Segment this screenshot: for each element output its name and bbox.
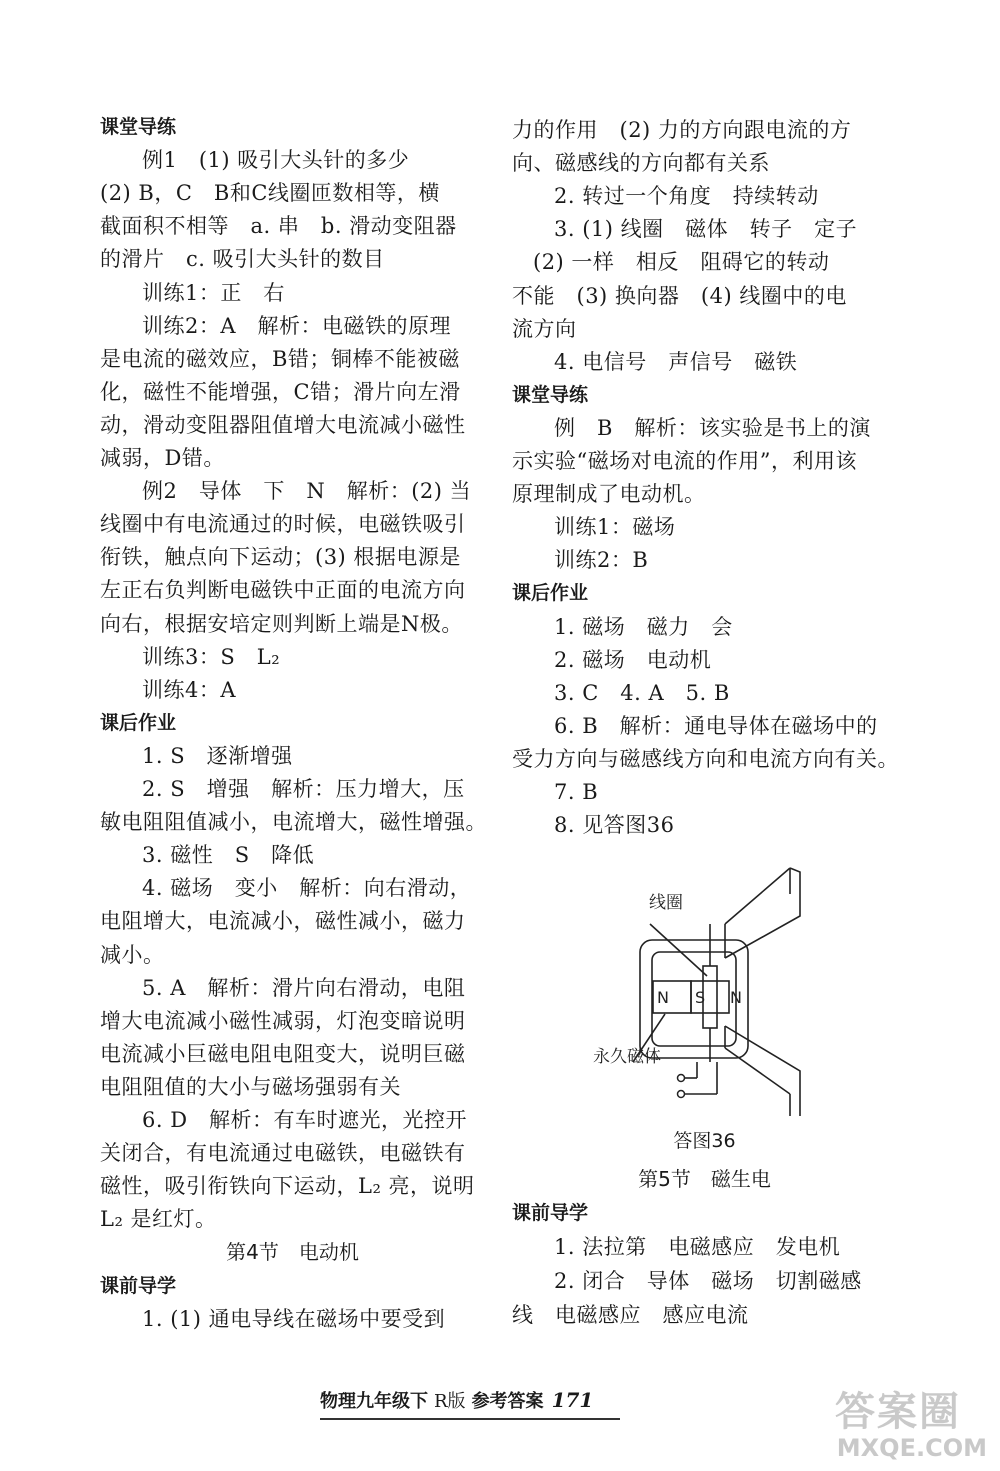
answer-line: L₂ 是红灯。 (100, 1207, 217, 1232)
watermark-url: MXQE.COM (836, 1434, 987, 1462)
watermark-text: 答案圈 (835, 1389, 961, 1435)
answer-line: 训练4：A (142, 677, 237, 702)
answer-line: 衔铁，触点向下运动；(3) 根据电源是 (100, 545, 461, 570)
answer-line: 减小。 (100, 942, 165, 967)
answer-line: 左正右负判断电磁铁中正面的电流方向 (100, 578, 466, 603)
coil-label: 线圈 (649, 893, 683, 913)
answer-line: 示实验“磁场对电流的作用”，利用该 (512, 449, 857, 473)
answer-line: 训练2：B (554, 548, 649, 573)
answer-line: 2. 磁场 电动机 (554, 647, 712, 672)
section-heading: 课堂导练 (512, 383, 589, 406)
answer-line: 1. S 逐渐增强 (142, 743, 293, 768)
answer-line: 2. 闭合 导体 磁场 切割磁感 (554, 1269, 862, 1293)
answer-line: 3. C 4. A 5. B (554, 680, 730, 705)
pole-n-right: N (730, 988, 742, 1007)
answer-line: 线 电磁感应 感应电流 (512, 1303, 749, 1327)
answer-line: 化，磁性不能增强，C错；滑片向左滑 (100, 379, 461, 404)
chapter-title: 第4节 电动机 (226, 1240, 359, 1265)
footer-edition: R版 (434, 1391, 466, 1412)
chapter-title: 第5节 磁生电 (638, 1167, 771, 1191)
terminal-bottom-icon (678, 1091, 685, 1098)
answer-line: 3. (1) 线圈 磁体 转子 定子 (554, 217, 858, 242)
answer-line: 1. 磁场 磁力 会 (554, 614, 733, 639)
footer-subject: 物理九年级下 (320, 1391, 428, 1412)
answer-line: 2. S 增强 解析：压力增大，压 (142, 777, 465, 801)
figure-caption: 答图36 (673, 1130, 736, 1152)
answer-line: 例2 导体 下 N 解析：(2) 当 (142, 479, 472, 504)
answer-line: 减弱，D错。 (100, 446, 225, 470)
answer-line: 7. B (554, 780, 599, 804)
answer-line: 向、磁感线的方向都有关系 (512, 151, 770, 176)
answer-line: 训练2：A 解析：电磁铁的原理 (142, 313, 452, 338)
answer-line: 不能 (3) 换向器 (4) 线圈中的电 (512, 283, 847, 308)
answer-line: 线圈中有电流通过的时候，电磁铁吸引 (100, 512, 466, 537)
footer-title: 参考答案 (471, 1391, 544, 1412)
answer-line: 训练1：磁场 (554, 515, 676, 540)
answer-line: 电阻增大，电流减小，磁性减小，磁力 (100, 909, 466, 934)
section-heading: 课前导学 (100, 1274, 177, 1297)
section-heading: 课前导学 (512, 1202, 589, 1224)
answer-line: 是电流的磁效应，B错；铜棒不能被磁 (100, 346, 460, 371)
answer-line: 增大电流减小磁性减弱，灯泡变暗说明 (100, 1008, 466, 1033)
answer-line: 的滑片 c. 吸引大头针的数目 (100, 247, 385, 272)
answer-line: 动，滑动变阻器阻值增大电流减小磁性 (100, 412, 466, 437)
watermark-logo (835, 1390, 995, 1468)
answer-line: 电流减小巨磁电阻电阻变大，说明巨磁 (100, 1041, 466, 1066)
answer-line: 力的作用 (2) 力的方向跟电流的方 (512, 118, 852, 142)
permanent-magnet-label: 永久磁体 (593, 1047, 661, 1067)
section-heading: 课后作业 (512, 582, 589, 605)
answer-line: 例1 (1) 吸引大头针的多少 (142, 148, 410, 173)
answer-line: (2) B，C B和C线圈匝数相等，横 (100, 181, 440, 206)
answer-line: 8. 见答图36 (554, 813, 675, 838)
answer-line: 截面积不相等 a. 串 b. 滑动变阻器 (100, 214, 457, 239)
pole-n-left: N (657, 988, 669, 1007)
answer-line: 训练1：正 右 (142, 280, 285, 305)
page-footer (320, 1382, 620, 1420)
section-heading: 课堂导练 (100, 116, 177, 138)
answer-line: 1. 法拉第 电磁感应 发电机 (554, 1235, 841, 1259)
answer-line: (2) 一样 相反 阻碍它的转动 (533, 250, 830, 275)
section-heading: 课后作业 (100, 711, 177, 734)
answer-line: 关闭合，有电流通过电磁铁，电磁铁有 (100, 1141, 466, 1166)
motor-diagram-figure (585, 866, 815, 1116)
answer-line: 3. 磁性 S 降低 (142, 843, 315, 868)
answer-line: 受力方向与磁感线方向和电流方向有关。 (512, 746, 899, 771)
answer-line: 1. (1) 通电导线在磁场中要受到 (142, 1306, 446, 1331)
answer-line: 2. 转过一个角度 持续转动 (554, 184, 819, 209)
answer-line: 敏电阻阻值减小，电流增大，磁性增强。 (100, 810, 487, 835)
pole-s: S (695, 988, 706, 1007)
answer-line: 训练3：S L₂ (142, 644, 281, 669)
answer-line: 磁性，吸引衔铁向下运动，L₂ 亮，说明 (100, 1174, 475, 1199)
answer-line: 流方向 (512, 316, 577, 341)
answer-line: 4. 电信号 声信号 磁铁 (554, 349, 798, 374)
terminal-top-icon (678, 1075, 685, 1082)
answer-line: 原理制成了电动机。 (512, 482, 706, 507)
page-number: 171 (551, 1388, 594, 1412)
answer-line: 6. D 解析：有车时遮光，光控开 (142, 1108, 468, 1132)
answer-line: 电阻阻值的大小与磁场强弱有关 (100, 1074, 401, 1099)
answer-line: 向右，根据安培定则判断上端是N极。 (100, 611, 463, 636)
answer-line: 5. A 解析：滑片向右滑动，电阻 (142, 975, 466, 1000)
answer-line: 6. B 解析：通电导体在磁场中的 (554, 713, 878, 738)
answer-line: 例 B 解析：该实验是书上的演 (554, 415, 871, 440)
answer-line: 4. 磁场 变小 解析：向右滑动， (142, 876, 472, 901)
